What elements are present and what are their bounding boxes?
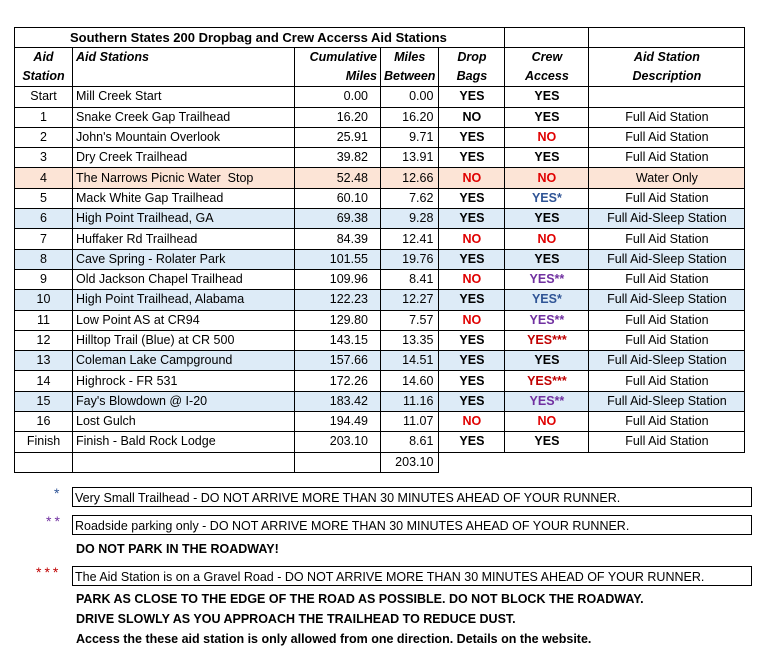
aid-station-name: The Narrows Picnic Water Stop	[73, 168, 295, 188]
drop-bags: YES	[439, 330, 505, 350]
aid-station-description: Full Aid-Sleep Station	[589, 209, 745, 229]
empty-cell	[505, 452, 589, 472]
aid-station-number: 2	[15, 127, 73, 147]
cumulative-miles: 39.82	[295, 148, 381, 168]
drop-bags: NO	[439, 168, 505, 188]
aid-station-name: Finish - Bald Rock Lodge	[73, 432, 295, 452]
header-drop-bags: Drop Bags	[439, 48, 505, 87]
miles-between: 12.41	[381, 229, 439, 249]
miles-between: 11.07	[381, 412, 439, 432]
cumulative-miles: 122.23	[295, 290, 381, 310]
footnote-box: The Aid Station is on a Gravel Road - DO NOT ARRIVE MORE THAN 30 MINUTES AHEAD OF YOUR RUNNER.	[72, 566, 752, 586]
table-row	[15, 391, 745, 411]
aid-station-description: Full Aid-Sleep Station	[589, 351, 745, 371]
cumulative-miles: 194.49	[295, 412, 381, 432]
table-row	[15, 269, 745, 289]
table-row	[15, 127, 745, 147]
drop-bags: NO	[439, 229, 505, 249]
aid-station-number: 3	[15, 148, 73, 168]
cumulative-miles: 101.55	[295, 249, 381, 269]
crew-access: NO	[505, 229, 589, 249]
header-crew-access: Crew Access	[505, 48, 589, 87]
miles-between: 11.16	[381, 391, 439, 411]
cumulative-miles: 129.80	[295, 310, 381, 330]
aid-station-name: Highrock - FR 531	[73, 371, 295, 391]
miles-between: 12.66	[381, 168, 439, 188]
footnote-marker: *	[54, 485, 63, 501]
miles-between: 16.20	[381, 107, 439, 127]
miles-between: 0.00	[381, 87, 439, 107]
cumulative-miles: 109.96	[295, 269, 381, 289]
crew-access: YES*	[505, 290, 589, 310]
drop-bags: NO	[439, 269, 505, 289]
aid-station-number: 9	[15, 269, 73, 289]
header-cumulative-miles: Cumulative Miles	[295, 48, 381, 87]
aid-station-number: 14	[15, 371, 73, 391]
aid-station-description: Full Aid Station	[589, 371, 745, 391]
total-row	[15, 452, 745, 472]
cumulative-miles: 183.42	[295, 391, 381, 411]
aid-station-name: Dry Creek Trailhead	[73, 148, 295, 168]
aid-station-description: Full Aid-Sleep Station	[589, 290, 745, 310]
cumulative-miles: 203.10	[295, 432, 381, 452]
aid-station-description: Full Aid Station	[589, 432, 745, 452]
aid-station-number: 6	[15, 209, 73, 229]
empty-cell	[589, 452, 745, 472]
table-row	[15, 229, 745, 249]
table-row	[15, 168, 745, 188]
aid-station-name: High Point Trailhead, Alabama	[73, 290, 295, 310]
aid-station-name: Lost Gulch	[73, 412, 295, 432]
table-row	[15, 188, 745, 208]
aid-station-name: Fay's Blowdown @ I-20	[73, 391, 295, 411]
footnote-box: Very Small Trailhead - DO NOT ARRIVE MORE THAN 30 MINUTES AHEAD OF YOUR RUNNER.	[72, 487, 752, 507]
cumulative-miles: 157.66	[295, 351, 381, 371]
aid-station-description: Full Aid Station	[589, 188, 745, 208]
header-miles-between: Miles Between	[381, 48, 439, 87]
cumulative-miles: 60.10	[295, 188, 381, 208]
cumulative-miles: 143.15	[295, 330, 381, 350]
crew-access: YES	[505, 107, 589, 127]
cumulative-miles: 0.00	[295, 87, 381, 107]
crew-access: YES**	[505, 269, 589, 289]
aid-station-description	[589, 87, 745, 107]
crew-access: YES	[505, 209, 589, 229]
table-row	[15, 371, 745, 391]
crew-access: YES***	[505, 371, 589, 391]
aid-station-number: 1	[15, 107, 73, 127]
aid-station-name: Mack White Gap Trailhead	[73, 188, 295, 208]
aid-station-description: Full Aid Station	[589, 127, 745, 147]
aid-station-number: 11	[15, 310, 73, 330]
crew-access: YES***	[505, 330, 589, 350]
drop-bags: NO	[439, 107, 505, 127]
crew-access: YES**	[505, 391, 589, 411]
total-miles: 203.10	[381, 452, 439, 472]
footnote-box: Roadside parking only - DO NOT ARRIVE MORE THAN 30 MINUTES AHEAD OF YOUR RUNNER.	[72, 515, 752, 535]
header-description: Aid Station Description	[589, 48, 745, 87]
table-title: Southern States 200 Dropbag and Crew Accerss Aid Stations	[15, 28, 505, 48]
aid-station-description: Full Aid Station	[589, 330, 745, 350]
table-row	[15, 432, 745, 452]
parking-warning: DO NOT PARK IN THE ROADWAY!	[76, 542, 279, 556]
drop-bags: YES	[439, 351, 505, 371]
table-row	[15, 249, 745, 269]
cumulative-miles: 52.48	[295, 168, 381, 188]
miles-between: 8.61	[381, 432, 439, 452]
table-row	[15, 351, 745, 371]
header-row	[15, 48, 745, 87]
drop-bags: YES	[439, 391, 505, 411]
aid-station-description: Full Aid Station	[589, 229, 745, 249]
aid-station-number: 8	[15, 249, 73, 269]
aid-station-description: Full Aid-Sleep Station	[589, 249, 745, 269]
table-row	[15, 107, 745, 127]
aid-station-name: Coleman Lake Campground	[73, 351, 295, 371]
crew-access: YES**	[505, 310, 589, 330]
drop-bags: NO	[439, 412, 505, 432]
aid-station-number: Start	[15, 87, 73, 107]
footnote-marker: **	[46, 513, 63, 529]
miles-between: 9.71	[381, 127, 439, 147]
aid-station-name: Mill Creek Start	[73, 87, 295, 107]
miles-between: 12.27	[381, 290, 439, 310]
title-row	[15, 28, 745, 48]
table-row	[15, 148, 745, 168]
aid-station-number: 16	[15, 412, 73, 432]
crew-access: YES	[505, 432, 589, 452]
aid-station-description: Full Aid Station	[589, 148, 745, 168]
table-row	[15, 330, 745, 350]
aid-station-number: Finish	[15, 432, 73, 452]
cumulative-miles: 25.91	[295, 127, 381, 147]
miles-between: 8.41	[381, 269, 439, 289]
drop-bags: YES	[439, 148, 505, 168]
aid-station-number: 12	[15, 330, 73, 350]
table-row	[15, 209, 745, 229]
miles-between: 14.51	[381, 351, 439, 371]
aid-station-name: Low Point AS at CR94	[73, 310, 295, 330]
aid-station-description: Full Aid Station	[589, 269, 745, 289]
crew-access: NO	[505, 412, 589, 432]
drop-bags: YES	[439, 249, 505, 269]
table-row	[15, 290, 745, 310]
aid-station-description: Full Aid-Sleep Station	[589, 391, 745, 411]
aid-station-description: Full Aid Station	[589, 107, 745, 127]
cumulative-miles: 16.20	[295, 107, 381, 127]
crew-access: YES	[505, 351, 589, 371]
crew-access: YES	[505, 87, 589, 107]
aid-station-number: 5	[15, 188, 73, 208]
drop-bags: YES	[439, 87, 505, 107]
miles-between: 13.35	[381, 330, 439, 350]
crew-access: YES	[505, 148, 589, 168]
empty-cell	[73, 452, 295, 472]
aid-station-number: 15	[15, 391, 73, 411]
aid-station-number: 10	[15, 290, 73, 310]
drop-bags: YES	[439, 209, 505, 229]
cumulative-miles: 172.26	[295, 371, 381, 391]
aid-station-number: 13	[15, 351, 73, 371]
gravel-road-instruction: DRIVE SLOWLY AS YOU APPROACH THE TRAILHEAD TO REDUCE DUST.	[76, 612, 516, 626]
aid-station-number: 4	[15, 168, 73, 188]
drop-bags: YES	[439, 371, 505, 391]
miles-between: 9.28	[381, 209, 439, 229]
aid-station-name: Cave Spring - Rolater Park	[73, 249, 295, 269]
cumulative-miles: 84.39	[295, 229, 381, 249]
miles-between: 19.76	[381, 249, 439, 269]
aid-station-description: Full Aid Station	[589, 310, 745, 330]
miles-between: 14.60	[381, 371, 439, 391]
crew-access: NO	[505, 168, 589, 188]
empty-cell	[295, 452, 381, 472]
aid-station-name: Snake Creek Gap Trailhead	[73, 107, 295, 127]
gravel-road-instruction: Access the these aid station is only allowed from one direction. Details on the website.	[76, 632, 592, 646]
miles-between: 13.91	[381, 148, 439, 168]
aid-station-name: Old Jackson Chapel Trailhead	[73, 269, 295, 289]
empty-cell	[15, 452, 73, 472]
table-row	[15, 412, 745, 432]
miles-between: 7.62	[381, 188, 439, 208]
table-row	[15, 310, 745, 330]
aid-station-name: Huffaker Rd Trailhead	[73, 229, 295, 249]
table-row	[15, 87, 745, 107]
crew-access: YES	[505, 249, 589, 269]
aid-station-number: 7	[15, 229, 73, 249]
drop-bags: YES	[439, 127, 505, 147]
cumulative-miles: 69.38	[295, 209, 381, 229]
drop-bags: YES	[439, 290, 505, 310]
crew-access: NO	[505, 127, 589, 147]
header-aid-station: Aid Station	[15, 48, 73, 87]
aid-station-name: John's Mountain Overlook	[73, 127, 295, 147]
crew-access: YES*	[505, 188, 589, 208]
drop-bags: YES	[439, 188, 505, 208]
empty-cell	[439, 452, 505, 472]
aid-station-name: High Point Trailhead, GA	[73, 209, 295, 229]
gravel-road-instruction: PARK AS CLOSE TO THE EDGE OF THE ROAD AS POSSIBLE. DO NOT BLOCK THE ROADWAY.	[76, 592, 644, 606]
aid-station-description: Water Only	[589, 168, 745, 188]
header-aid-stations: Aid Stations	[73, 48, 295, 87]
footnote-marker: ***	[36, 564, 62, 580]
miles-between: 7.57	[381, 310, 439, 330]
drop-bags: YES	[439, 432, 505, 452]
aid-stations-table	[14, 27, 745, 473]
aid-station-description: Full Aid Station	[589, 412, 745, 432]
drop-bags: NO	[439, 310, 505, 330]
aid-station-name: Hilltop Trail (Blue) at CR 500	[73, 330, 295, 350]
